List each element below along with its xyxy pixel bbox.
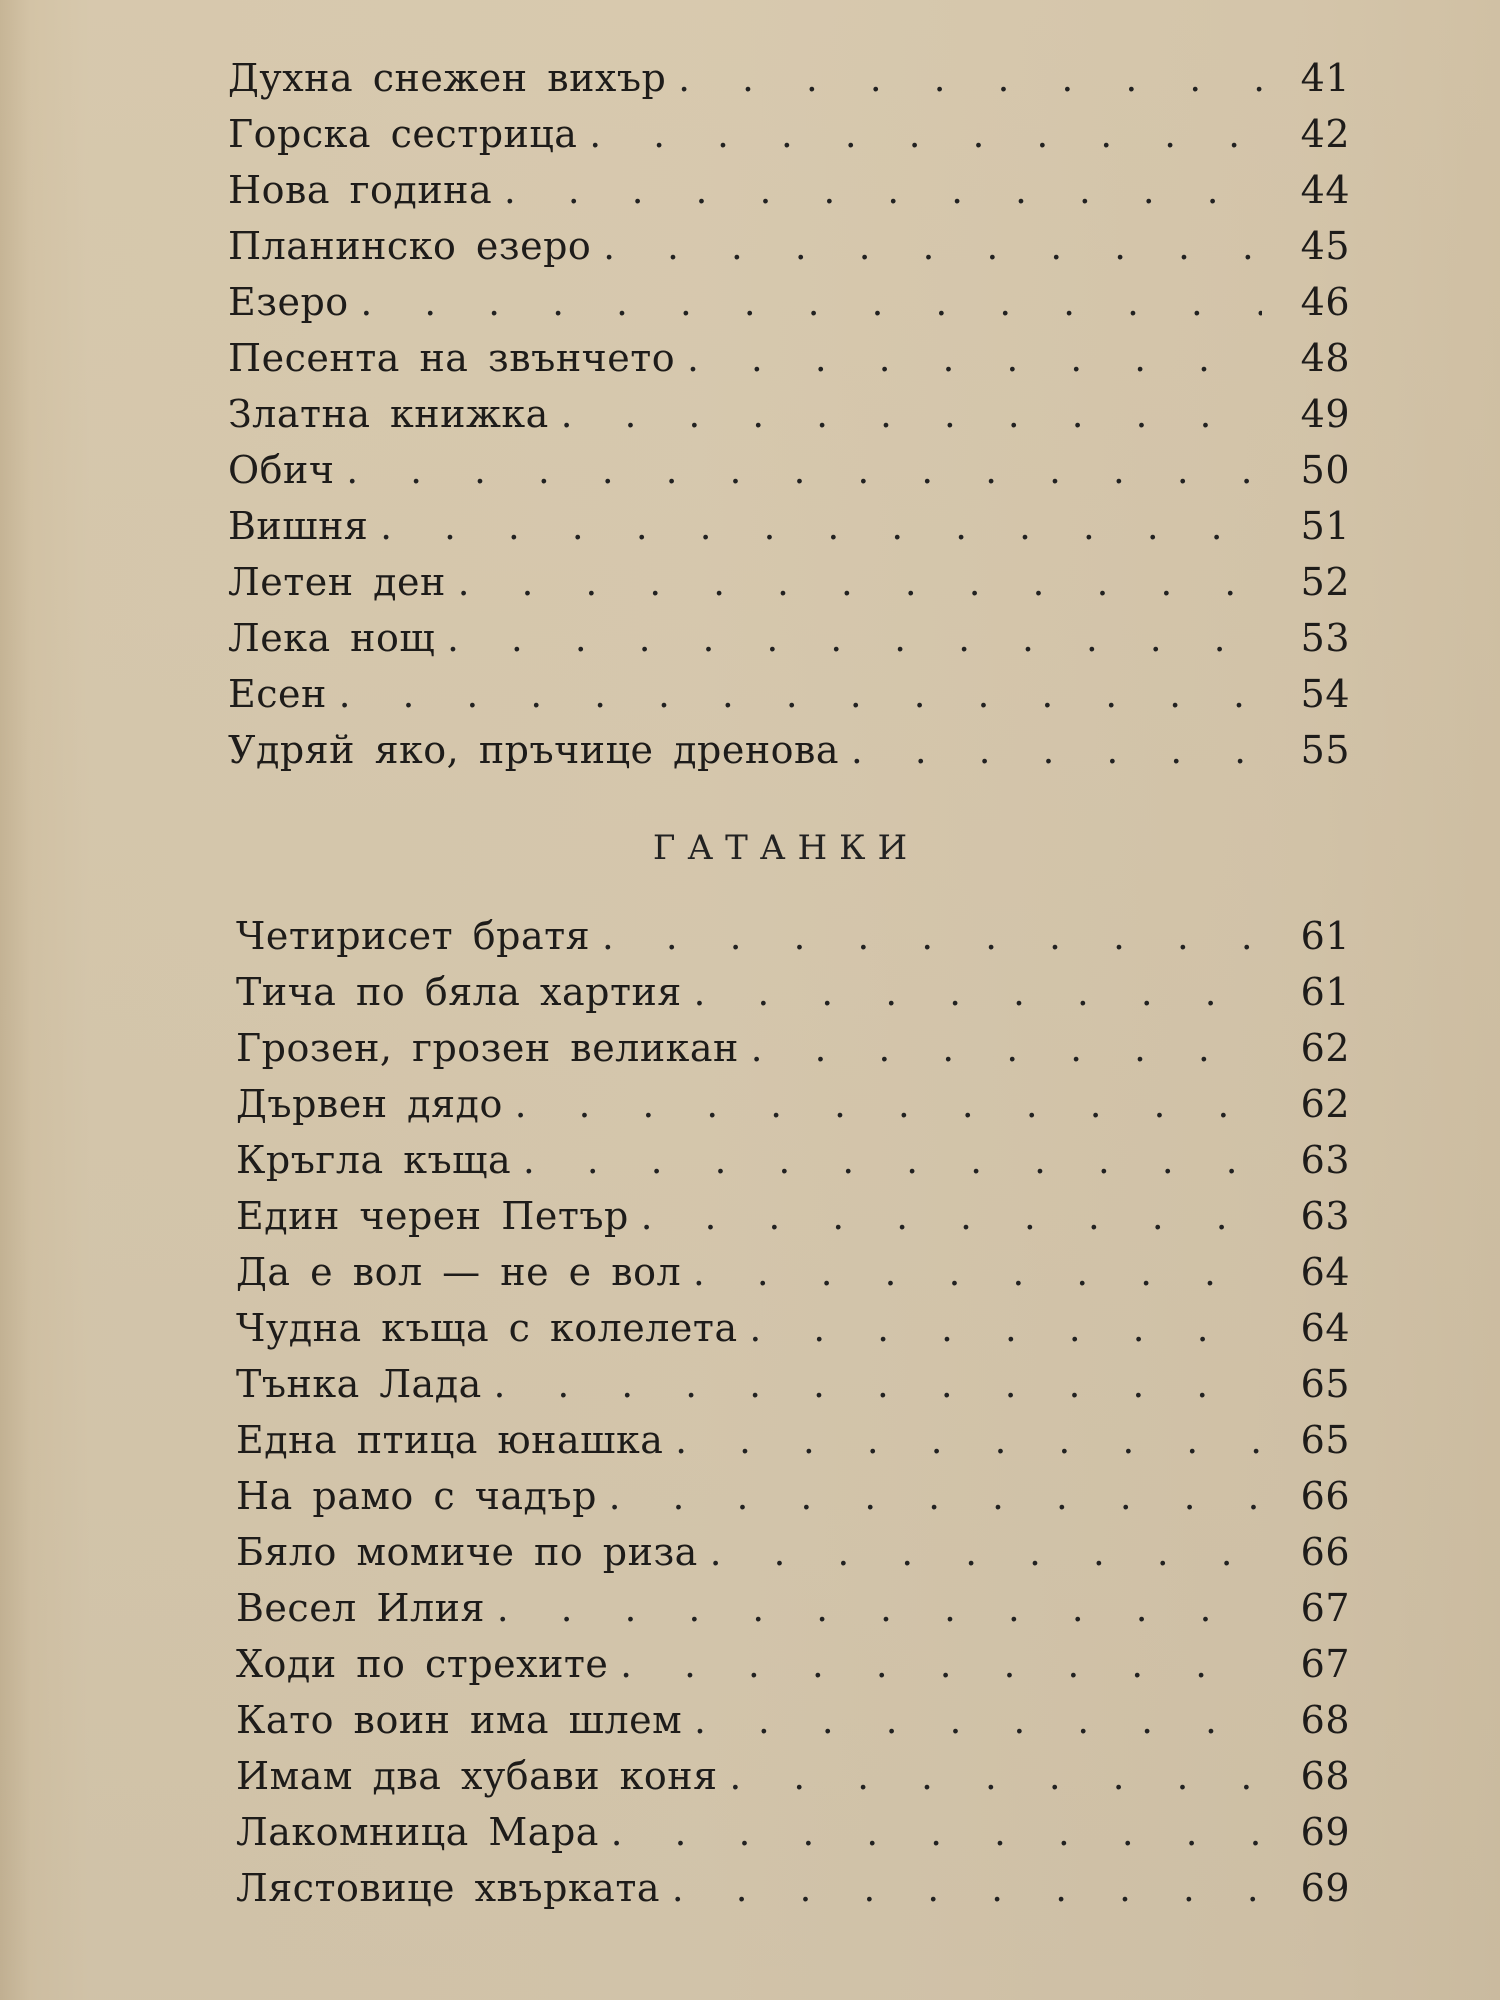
entry-page-number: 66 <box>1300 1474 1350 1518</box>
entry-page-number: 64 <box>1300 1250 1350 1294</box>
entry-page-number: 51 <box>1300 504 1350 548</box>
entry-title: Чудна къща с колелета <box>236 1306 738 1350</box>
entry-title: Летен ден <box>228 560 446 604</box>
entry-page-number: 64 <box>1300 1306 1350 1350</box>
dot-leader <box>485 1582 1262 1638</box>
entry-title: Планинско езеро <box>228 224 592 268</box>
entry-title: Горска сестрица <box>228 112 578 156</box>
dot-leader <box>599 1806 1262 1862</box>
entry-title: Като воин има шлем <box>236 1698 683 1742</box>
dot-leader <box>327 668 1262 724</box>
entry-title: Лека нощ <box>228 616 436 660</box>
entry-title: Обич <box>228 448 335 492</box>
dot-leader <box>738 1302 1262 1358</box>
entry-title: На рамо с чадър <box>236 1474 597 1518</box>
contents-entry <box>228 162 1350 218</box>
section-heading: ГАТАНКИ <box>652 828 920 868</box>
entry-title: Четирисет братя <box>236 914 591 958</box>
contents-entry <box>228 498 1350 554</box>
entry-title: Удряй яко, пръчице дренова <box>228 728 840 772</box>
dot-leader <box>591 220 1262 276</box>
contents-entry <box>228 442 1350 498</box>
dot-leader <box>681 1246 1262 1302</box>
entry-page-number: 62 <box>1300 1026 1350 1070</box>
dot-leader <box>660 1862 1262 1918</box>
contents-entry <box>228 106 1350 162</box>
dot-leader <box>511 1134 1262 1190</box>
entry-title: Златна книжка <box>228 392 549 436</box>
contents-entry <box>236 964 1350 1020</box>
contents-entry <box>228 554 1350 610</box>
contents-entry <box>236 1412 1350 1468</box>
contents-entry <box>228 274 1350 330</box>
dot-leader <box>698 1526 1262 1582</box>
contents-entry <box>236 1244 1350 1300</box>
entry-title: Весел Илия <box>236 1586 485 1630</box>
dot-leader <box>590 910 1262 966</box>
entry-title: Бяло момиче по риза <box>236 1530 698 1574</box>
contents-entry <box>228 666 1350 722</box>
contents-list-poems <box>228 50 1350 778</box>
contents-entry <box>236 1636 1350 1692</box>
contents-entry <box>236 1748 1350 1804</box>
entry-page-number: 48 <box>1300 336 1350 380</box>
contents-entry <box>236 1300 1350 1356</box>
contents-entry <box>236 1804 1350 1860</box>
entry-page-number: 65 <box>1300 1362 1350 1406</box>
contents-entry <box>228 50 1350 106</box>
dot-leader <box>577 108 1262 164</box>
entry-title: Имам два хубави коня <box>236 1754 718 1798</box>
contents-list-riddles <box>236 908 1350 1916</box>
contents-entry <box>228 218 1350 274</box>
entry-page-number: 68 <box>1300 1698 1350 1742</box>
contents-entry <box>228 330 1350 386</box>
entry-title: Грозен, грозен великан <box>236 1026 739 1070</box>
dot-leader <box>629 1190 1262 1246</box>
entry-title: Ходи по стрехите <box>236 1642 609 1686</box>
entry-page-number: 45 <box>1300 224 1350 268</box>
contents-entry <box>236 1132 1350 1188</box>
dot-leader <box>549 388 1262 444</box>
entry-page-number: 63 <box>1300 1138 1350 1182</box>
contents-entry <box>228 610 1350 666</box>
entry-title: Есен <box>228 672 327 716</box>
entry-page-number: 42 <box>1300 112 1350 156</box>
entry-page-number: 41 <box>1300 56 1350 100</box>
dot-leader <box>666 52 1262 108</box>
contents-entry <box>236 1692 1350 1748</box>
entry-page-number: 67 <box>1300 1642 1350 1686</box>
dot-leader <box>446 556 1262 612</box>
entry-page-number: 54 <box>1300 672 1350 716</box>
entry-page-number: 69 <box>1300 1810 1350 1854</box>
contents-entry <box>236 1020 1350 1076</box>
dot-leader <box>682 1694 1262 1750</box>
dot-leader <box>368 500 1262 556</box>
dot-leader <box>675 332 1262 388</box>
dot-leader <box>718 1750 1262 1806</box>
entry-page-number: 50 <box>1300 448 1350 492</box>
entry-title: Песента на звънчето <box>228 336 676 380</box>
dot-leader <box>492 164 1262 220</box>
entry-title: Кръгла къща <box>236 1138 512 1182</box>
entry-title: Тича по бяла хартия <box>236 970 682 1014</box>
contents-entry <box>236 1860 1350 1916</box>
dot-leader <box>334 444 1262 500</box>
contents-entry <box>236 1188 1350 1244</box>
dot-leader <box>682 966 1262 1022</box>
dot-leader <box>739 1022 1262 1078</box>
entry-page-number: 63 <box>1300 1194 1350 1238</box>
entry-title: Тънка Лада <box>236 1362 482 1406</box>
dot-leader <box>482 1358 1262 1414</box>
entry-page-number: 66 <box>1300 1530 1350 1574</box>
entry-page-number: 53 <box>1300 616 1350 660</box>
entry-title: Дървен дядо <box>236 1082 503 1126</box>
entry-title: Да е вол — не е вол <box>236 1250 682 1294</box>
contents-entry <box>228 386 1350 442</box>
contents-entry <box>236 1076 1350 1132</box>
dot-leader <box>349 276 1262 332</box>
entry-page-number: 49 <box>1300 392 1350 436</box>
entry-page-number: 55 <box>1300 728 1350 772</box>
entry-title: Лакомница Мара <box>236 1810 599 1854</box>
contents-entry <box>228 722 1350 778</box>
contents-entry <box>236 1468 1350 1524</box>
entry-page-number: 44 <box>1300 168 1350 212</box>
entry-title: Лястовице хвърката <box>236 1866 660 1910</box>
contents-entry <box>236 1356 1350 1412</box>
entry-page-number: 67 <box>1300 1586 1350 1630</box>
dot-leader <box>663 1414 1262 1470</box>
contents-entry <box>236 1580 1350 1636</box>
dot-leader <box>608 1638 1262 1694</box>
entry-page-number: 61 <box>1300 970 1350 1014</box>
dot-leader <box>839 724 1262 780</box>
entry-page-number: 61 <box>1300 914 1350 958</box>
dot-leader <box>435 612 1262 668</box>
entry-title: Една птица юнашка <box>236 1418 664 1462</box>
entry-title: Езеро <box>228 280 349 324</box>
entry-page-number: 68 <box>1300 1754 1350 1798</box>
entry-page-number: 46 <box>1300 280 1350 324</box>
entry-title: Нова година <box>228 168 493 212</box>
entry-page-number: 52 <box>1300 560 1350 604</box>
entry-title: Един черен Петър <box>236 1194 629 1238</box>
entry-title: Вишня <box>228 504 369 548</box>
dot-leader <box>597 1470 1262 1526</box>
dot-leader <box>503 1078 1262 1134</box>
entry-page-number: 69 <box>1300 1866 1350 1910</box>
entry-title: Духна снежен вихър <box>228 56 667 100</box>
entry-page-number: 65 <box>1300 1418 1350 1462</box>
contents-entry <box>236 908 1350 964</box>
contents-entry <box>236 1524 1350 1580</box>
entry-page-number: 62 <box>1300 1082 1350 1126</box>
